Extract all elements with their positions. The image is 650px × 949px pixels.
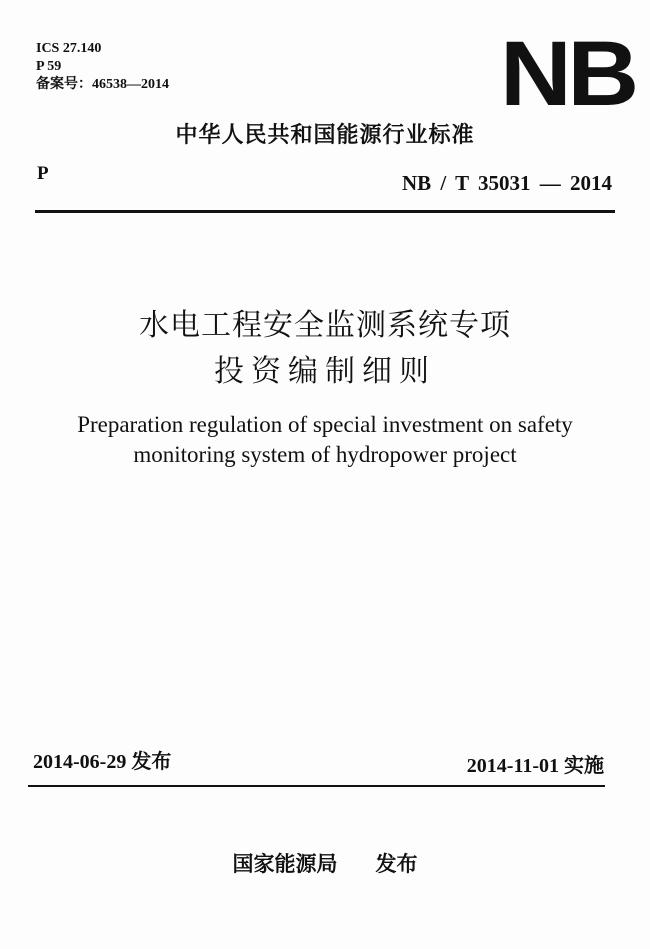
standard-number: NB / T 35031 — 2014 xyxy=(401,171,612,195)
ccs-code: P 59 xyxy=(36,59,62,74)
title-chinese xyxy=(0,303,650,395)
issue-date-block xyxy=(33,745,171,774)
filing-number: 备案号：46538—2014 xyxy=(36,77,169,92)
title-cn-line2: 投资编制细则 xyxy=(214,354,436,389)
issue-label: 发布 xyxy=(131,749,172,773)
title-en-line2: monitoring system of hydropower project xyxy=(133,442,517,467)
bottom-divider xyxy=(28,785,605,787)
nb-logo: NB xyxy=(500,23,635,125)
title-english xyxy=(0,410,650,470)
top-divider xyxy=(35,210,615,213)
ics-code: ICS 27.140 xyxy=(36,41,102,56)
issue-date: 2014-06-29 xyxy=(33,751,127,773)
issuing-authority: 中华人民共和国能源行业标准 xyxy=(175,123,475,148)
implement-label: 实施 xyxy=(564,753,604,777)
standard-category: P xyxy=(37,163,49,184)
publisher-name: 国家能源局 xyxy=(232,852,338,876)
title-cn-line1: 水电工程安全监测系统专项 xyxy=(139,308,511,343)
implement-date: 2014-11-01 xyxy=(466,755,559,777)
publisher-block xyxy=(0,848,650,878)
implement-date-block xyxy=(467,749,604,778)
title-en-line1: Preparation regulation of special investment on safety xyxy=(77,412,573,437)
publisher-label: 发布 xyxy=(375,852,418,876)
classification-block xyxy=(36,40,169,94)
